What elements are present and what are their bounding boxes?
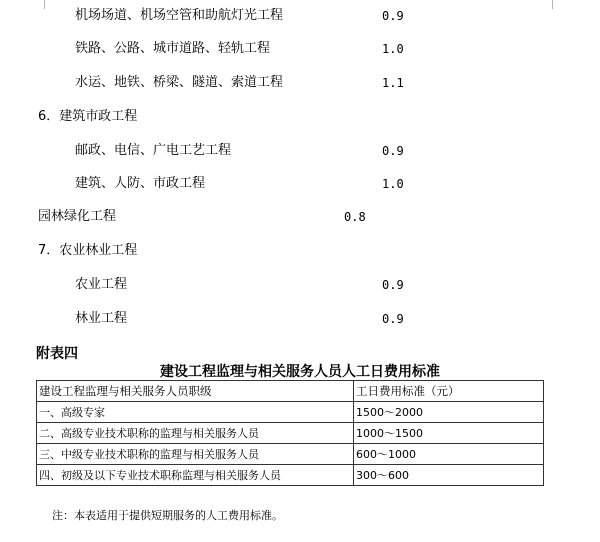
coefficient-value-telecom: 0.9	[382, 144, 404, 158]
coefficient-label-waterway: 水运、地铁、桥梁、隧道、索道工程	[75, 75, 284, 90]
coefficient-value-forestry: 0.9	[382, 312, 404, 326]
table-row	[37, 402, 544, 423]
coefficient-value-waterway: 1.1	[382, 76, 404, 90]
rank-cell: 四、初级及以下专业技术职称监理与相关服务人员	[37, 465, 354, 486]
fee-cell: 600～1000	[354, 444, 544, 465]
coefficient-value-landscape: 0.8	[344, 210, 366, 224]
coefficient-label-agriculture: 农业工程	[75, 277, 128, 292]
table-row	[37, 423, 544, 444]
fee-cell: 1000～1500	[354, 423, 544, 444]
coefficient-label-forestry: 林业工程	[75, 311, 128, 326]
header-daily-fee: 工日费用标准（元）	[354, 381, 544, 402]
table-footnote: 注：本表适用于提供短期服务的人工费用标准。	[52, 509, 283, 522]
coefficient-value-building: 1.0	[382, 177, 404, 191]
section-heading-agriculture-forestry: 7．农业林业工程	[38, 243, 138, 258]
coefficient-value-airport: 0.9	[382, 9, 404, 23]
coefficient-value-agriculture: 0.9	[382, 278, 404, 292]
fee-cell: 300～600	[354, 465, 544, 486]
table-header-row	[37, 381, 544, 402]
table-row	[37, 444, 544, 465]
appendix-label: 附表四	[36, 346, 78, 362]
header-rank: 建设工程监理与相关服务人员职级	[37, 381, 354, 402]
coefficient-value-railway: 1.0	[382, 42, 404, 56]
rank-cell: 二、高级专业技术职称的监理与相关服务人员	[37, 423, 354, 444]
coefficient-label-railway: 铁路、公路、城市道路、轻轨工程	[75, 41, 271, 56]
page-corner-left-mark	[34, 0, 45, 9]
page-corner-right-mark	[552, 0, 563, 9]
coefficient-label-airport: 机场场道、机场空管和助航灯光工程	[75, 8, 284, 23]
rank-cell: 一、高级专家	[37, 402, 354, 423]
rank-cell: 三、中级专业技术职称的监理与相关服务人员	[37, 444, 354, 465]
coefficient-label-building: 建筑、人防、市政工程	[75, 176, 206, 191]
section-heading-construction: 6．建筑市政工程	[38, 109, 138, 124]
coefficient-label-telecom: 邮政、电信、广电工艺工程	[75, 143, 232, 158]
coefficient-label-landscape: 园林绿化工程	[38, 209, 117, 224]
table-row	[37, 465, 544, 486]
appendix-table-title: 建设工程监理与相关服务人员人工日费用标准	[160, 364, 440, 380]
fee-standard-table	[36, 380, 544, 486]
fee-cell: 1500～2000	[354, 402, 544, 423]
